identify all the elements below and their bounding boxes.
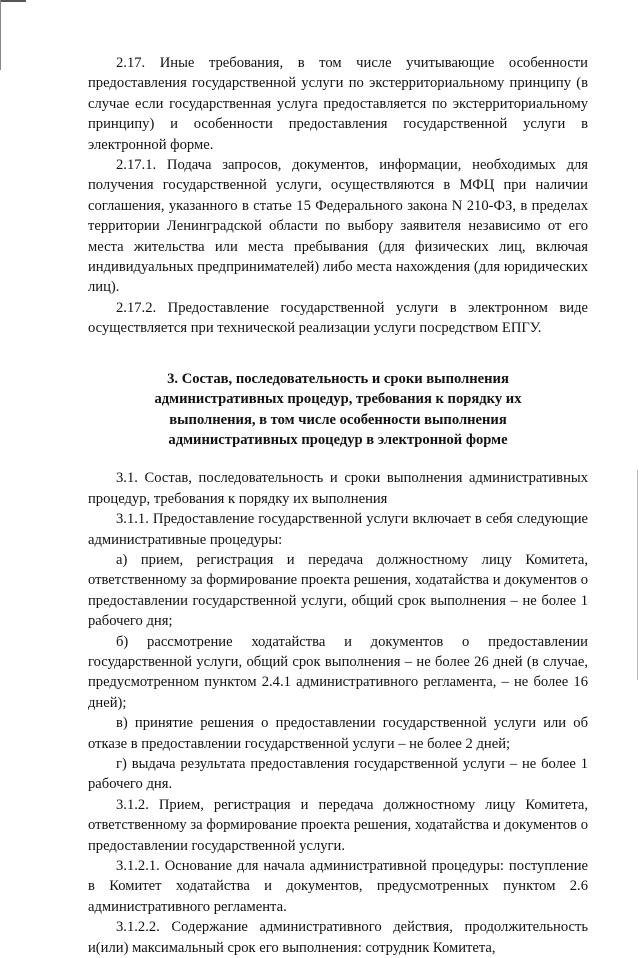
list-item-a: а) прием, регистрация и передача должностному лицу Комитета, ответственному за формирование проекта решения, ходатайства и документов о предоставлении государственной услуги, общий срок выполнения – не более 1 рабочего дня; — [88, 551, 588, 630]
paragraph-3-1-2: 3.1.2. Прием, регистрация и передача должностному лицу Комитета, ответственному за формирование проекта решения, ходатайства и документов о предоставлении государственной услуги. — [88, 796, 588, 854]
list-item-g: г) выдача результата предоставления государственной услуги – не более 1 рабочего дня. — [88, 756, 588, 793]
paragraph-3-1-1: 3.1.1. Предоставление государственной услуги включает в себя следующие административные процедуры: — [88, 511, 588, 548]
spacer — [88, 450, 588, 468]
scan-artifact-right — [637, 470, 638, 680]
paragraph-3-1: 3.1. Состав, последовательность и сроки выполнения административных процедур, требования к порядку их выполнения — [88, 470, 588, 507]
paragraph-2-17-1: 2.17.1. Подача запросов, документов, информации, необходимых для получения государственной услуги, осуществляются в МФЦ при наличии соглашения, указанного в статье 15 Федерального закона N 210-ФЗ, в пределах территории Ленинградской области по выбору заявителя независимо от его места жительства или места пребывания (для физических лиц, включая индивидуальных предпринимателей) либо места нахождения (для юридических лиц). — [88, 157, 588, 296]
scan-artifact-top — [0, 0, 26, 2]
list-item-v: в) принятие решения о предоставлении государственной услуги или об отказе в предоставлении государственной услуги – не более 2 дней; — [88, 715, 588, 752]
document-page — [88, 53, 588, 958]
section-heading: 3. Состав, последовательность и сроки выполнения административных процедур, требования к порядку их выполнения, в том числе особенности выполнения административных процедур в электронной форме — [154, 370, 522, 448]
spacer — [88, 339, 588, 369]
scan-artifact-left — [0, 0, 1, 70]
paragraph-2-17-2: 2.17.2. Предоставление государственной услуги в электронном виде осуществляется при технической реализации услуги посредством ЕПГУ. — [88, 299, 588, 337]
list-item-b: б) рассмотрение ходатайства и документов о предоставлении государственной услуги, общий срок выполнения – не более 26 дней (в случае, предусмотренном пунктом 2.4.1 административного регламента, – не более 16 дней); — [88, 633, 588, 711]
paragraph-3-1-2-1: 3.1.2.1. Основание для начала административной процедуры: поступление в Комитет ходатайства и документов, предусмотренных пунктом 2.6 административного регламента. — [88, 858, 588, 915]
paragraph-2-17: 2.17. Иные требования, в том числе учитывающие особенности предоставления государственной услуги по экстерриториальному принципу (в случае если государственная услуга предоставляется по экстерриториальному принципу) и особенности предоставления государственной услуги в электронной форме. — [88, 55, 588, 153]
paragraph-3-1-2-2: 3.1.2.2. Содержание административного действия, продолжительность и(или) максимальный срок его выполнения: сотрудник Комитета, — [88, 919, 588, 956]
